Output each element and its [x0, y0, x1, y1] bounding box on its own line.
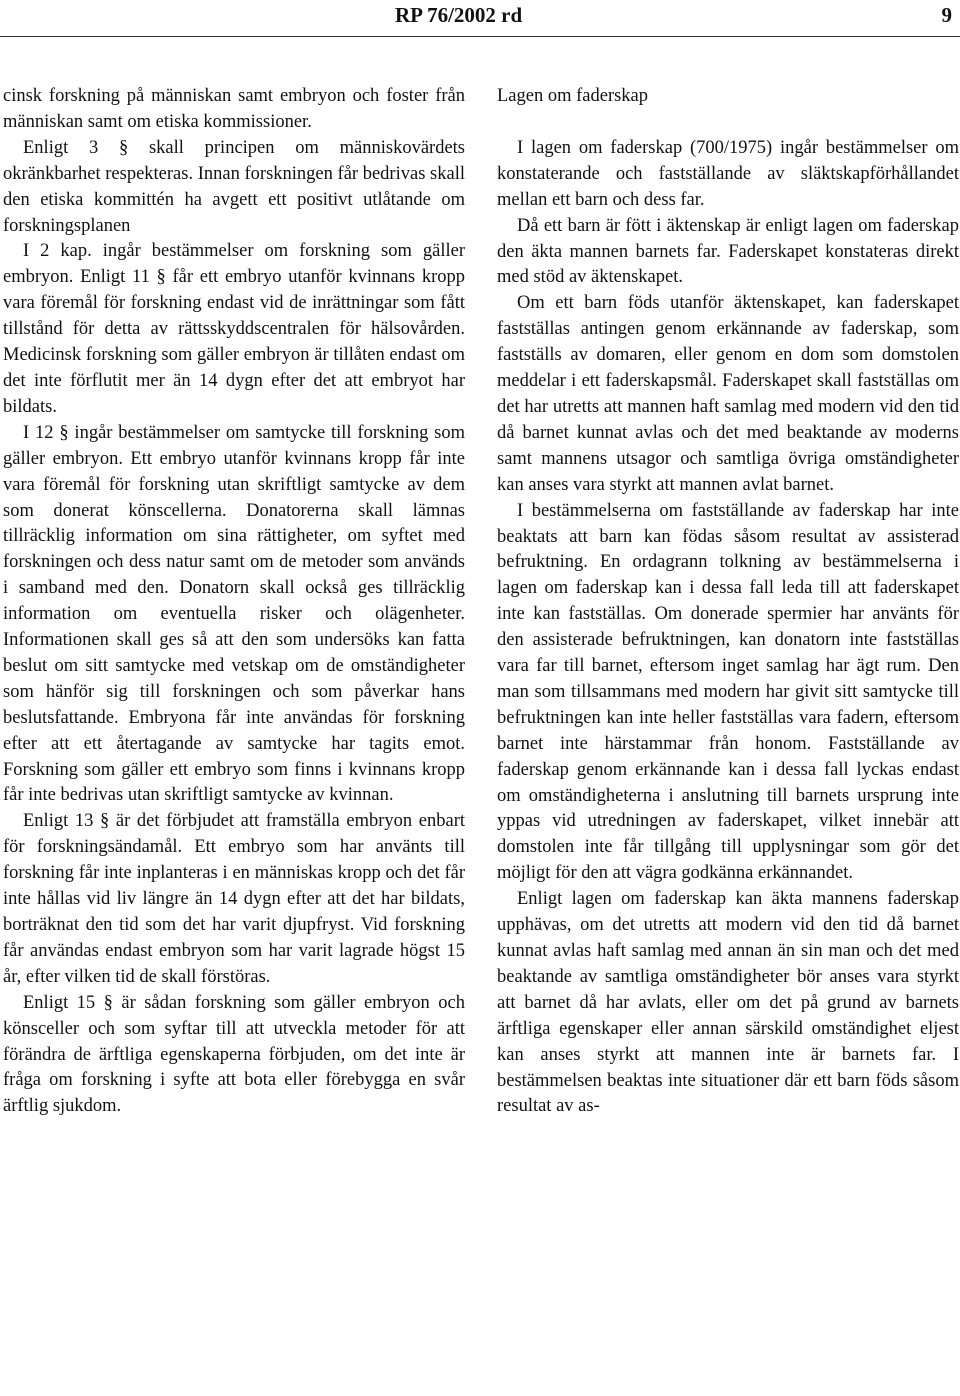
header-rule — [0, 36, 960, 37]
paragraph: I 12 § ingår bestämmelser om samtycke till forskning som gäller embryon. Ett embryo utanför kvinnans kropp får inte vara föremål för forskning utan skriftligt samtycke av dem som donerat könscellerna. Donatorerna skall lämnas tillräcklig information om sina rättigheter, om syftet med forskningen och dess natur samt om de metoder som används i samband med den. Donatorn skall också ges tillräcklig information om eventuella risker och olägenheter. Informationen skall ges så att den som undersöks kan fatta beslut om sitt samtycke med vetskap om de omständigheter som hänför sig till forskningen och som påverkar hans beslutsfattande. Embryona får inte användas för forskning efter att ett återtagande av samtycke har tagits emot. Forskning som gäller ett embryo som finns i kvinnans kropp får inte bedrivas utan skriftligt samtycke av kvinnan. — [3, 422, 465, 806]
paragraph: I bestämmelserna om fastställande av faderskap har inte beaktats att barn kan födas såsom resultat av assisterad befruktning. En ordagrann tolkning av bestämmelserna i lagen om faderskap kan i dessa fall leda till att faderskapet inte kan fastställas. Om donerade spermier har använts för den assisterade befruktningen, kan donatorn inte fastställas vara far till barnet, eftersom inget samlag har ägt rum. Den man som tillsammans med modern har givit sitt samtycke till befruktningen kan inte heller fastställas vara fadern, eftersom barnet inte härstammar från honom. Fastställande av faderskap genom erkännande kan i dessa fall lyckas endast om omständigheterna i anslutning till barnets ursprung inte yppas vid utredningen av faderskapet, vilket innebär att domstolen inte får tillgång till upplysningar som gör det möjligt för den att vägra godkänna erkännandet. — [497, 500, 959, 884]
page-number: 9 — [941, 3, 952, 27]
paragraph: Enligt lagen om faderskap kan äkta mannens faderskap upphävas, om det utretts att modern vid den tid då barnet kunnat avlas haft samlag med annan än sin man och det med beaktande av samtliga omständigheter bör anses vara styrkt att barnet då har avlats, eller om det på grund av barnets ärftliga egenskaper eller annan särskild omständighet eljest kan anses styrkt att mannen inte är barnets far. I bestämmelsen beaktas inte situationer där ett barn föds såsom resultat av as- — [497, 889, 959, 1117]
left-column — [3, 84, 465, 1120]
document-id: RP 76/2002 rd — [395, 3, 523, 27]
paragraph: Enligt 15 § är sådan forskning som gäller embryon och könsceller och som syftar till att utveckla metoder för att förändra de ärftliga egenskaperna förbjuden, om det inte är fråga om forskning i syfte att bota eller förebygga en svår ärftlig sjukdom. — [3, 992, 465, 1117]
paragraph: Om ett barn föds utanför äktenskapet, kan faderskapet fastställas antingen genom erkännande av faderskap, som fastställs av domaren, eller genom en dom som domstolen meddelar i ett faderskapsmål. Faderskapet skall fastställas om det har utretts att mannen haft samlag med modern vid den tid då barnet kunnat avlas och det med beaktande av moderns samt mannens utsagor och samtliga övriga omständigheter kan anses vara styrkt att mannen avlat barnet. — [497, 293, 959, 495]
paragraph: Enligt 13 § är det förbjudet att framställa embryon enbart för forskningsändamål. Ett embryo som har använts till forskning får inte inplanteras i en människas kropp och det får inte hållas vid liv längre än 14 dygn efter att det har bildats, borträknat den tid som det har varit djupfryst. Vid forskning får användas endast embryon som har varit lagrade högst 15 år, efter vilken tid de skall förstöras. — [3, 811, 465, 987]
section-heading: Lagen om faderskap — [497, 86, 649, 106]
right-column — [497, 84, 959, 1120]
paragraph: I lagen om faderskap (700/1975) ingår bestämmelser om konstaterande och fastställande av släktskapförhållandet mellan ett barn och dess far. — [497, 137, 959, 210]
paragraph: Då ett barn är fött i äktenskap är enligt lagen om faderskap den äkta mannen barnets far. Faderskapet konstateras direkt med stöd av äktenskapet. — [497, 215, 959, 288]
page-header — [0, 0, 960, 44]
paragraph: cinsk forskning på människan samt embryon och foster från människan samt om etiska kommissioner. — [3, 86, 465, 132]
paragraph: I 2 kap. ingår bestämmelser om forskning som gäller embryon. Enligt 11 § får ett embryo utanför kvinnans kropp vara föremål för forskning endast vid de inrättningar som fått tillstånd för detta av rättsskyddscentralen för hälsovården. Medicinsk forskning som gäller embryon är tillåten endast om det inte förflutit mer än 14 dygn efter det att embryot har bildats. — [3, 241, 465, 417]
paragraph: Enligt 3 § skall principen om människovärdets okränkbarhet respekteras. Innan forskningen får bedrivas skall den etiska kommittén ha avgett ett positivt utlåtande om forskningsplanen — [3, 137, 465, 236]
